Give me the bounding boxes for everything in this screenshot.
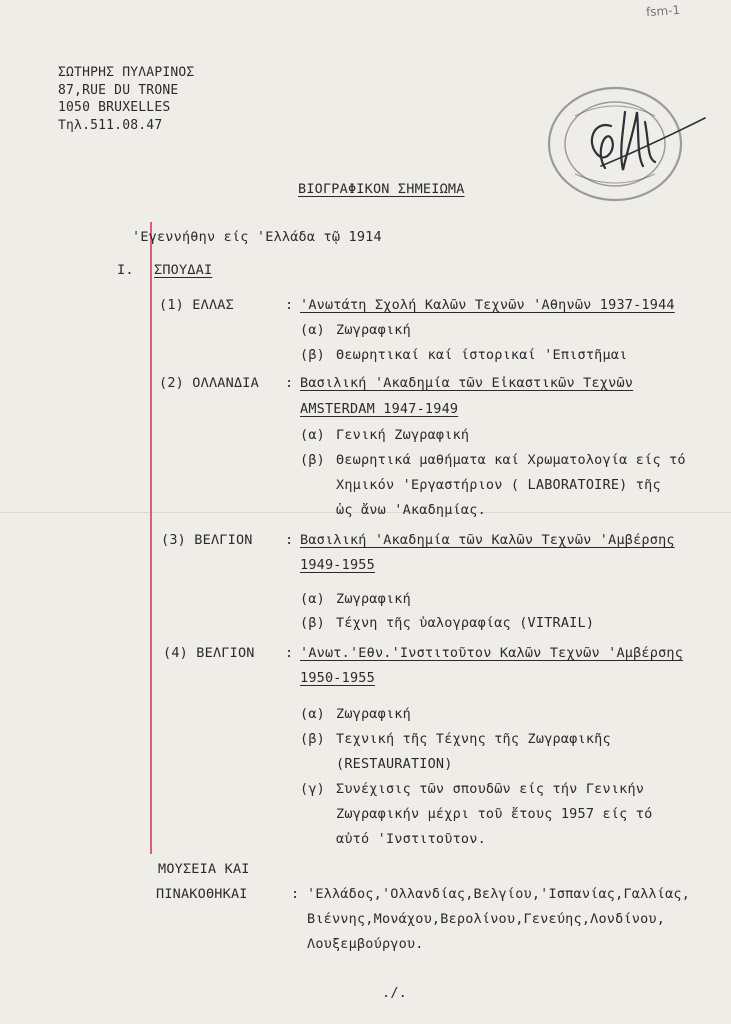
study-1-colon: : (285, 297, 294, 313)
study-2-item-b-line-1: Θεωρητικά μαθήματα καί Χρωματολογία είς τό (336, 452, 686, 468)
section-number: Ι. (117, 262, 134, 278)
official-stamp-icon (545, 82, 715, 202)
study-2-item-b-marker: (β) (300, 452, 325, 468)
sender-phone: Τηλ.511.08.47 (58, 118, 163, 133)
study-4-item-c-marker: (γ) (300, 781, 325, 797)
study-4-colon: : (285, 645, 294, 661)
museums-label-line-2: ΠΙΝΑΚΟΘΗΚΑΙ (156, 886, 248, 902)
study-2-item-a-marker: (α) (300, 427, 325, 443)
corner-handwritten-note: fsm-1 (645, 2, 681, 20)
study-2-institution-line-2: AMSTERDAM 1947-1949 (300, 401, 459, 417)
study-3-item-a-marker: (α) (300, 591, 325, 607)
study-2-institution: Βασιλική 'Ακαδημία τῶν Εἰκαστικῶν Τεχνῶν (300, 375, 634, 391)
study-3-institution: Βασιλική 'Ακαδημία τῶν Καλῶν Τεχνῶν 'Αμβέρσης (300, 532, 675, 548)
study-3-item-b-marker: (β) (300, 615, 325, 631)
museums-line-2: Βιέννης,Μονάχου,Βερολίνου,Γενεύης,Λονδίνου, (307, 911, 666, 927)
museums-line-1: 'Ελλάδος,'Ολλανδίας,Βελγίου,'Ισπανίας,Γαλλίας, (307, 886, 691, 902)
study-2-item-a: Γενική Ζωγραφική (336, 427, 470, 443)
page-continuation-mark: ./. (382, 985, 407, 1001)
study-1-label: (1) ΕΛΛΑΣ (159, 297, 234, 313)
study-3-institution-line-2: 1949-1955 (300, 557, 375, 573)
study-4-label: (4) ΒΕΛΓΙΟΝ (163, 645, 255, 661)
study-4-item-c-line-3: αὐτό 'Ινστιτοῦτον. (336, 831, 486, 847)
study-1-item-b: Θεωρητικαί καί ίστορικαί 'Επιστῆμαι (336, 347, 628, 363)
study-1-institution: 'Ανωτάτη Σχολή Καλῶν Τεχνῶν 'Αθηνῶν 1937-1944 (300, 297, 675, 313)
sender-city: 1050 BRUXELLES (58, 100, 171, 115)
museums-label-line-1: ΜΟΥΣΕΙΑ ΚΑΙ (158, 861, 250, 877)
study-2-colon: : (285, 375, 294, 391)
study-4-institution-line-2: 1950-1955 (300, 670, 375, 686)
study-3-item-a: Ζωγραφική (336, 591, 411, 607)
study-3-item-b: Τέχνη τῆς ὑαλογραφίας (VITRAIL) (336, 615, 595, 631)
study-2-label: (2) ΟΛΛΑΝΔΙΑ (159, 375, 259, 391)
study-4-item-a-marker: (α) (300, 706, 325, 722)
study-3-label: (3) ΒΕΛΓΙΟΝ (161, 532, 253, 548)
section-heading: ΣΠΟΥΔΑΙ (154, 262, 213, 278)
study-2-item-b-line-2: Χημικόν 'Εργαστήριον ( LABORATOIRE) τῆς (336, 477, 661, 493)
study-4-item-c-line-2: Ζωγραφικήν μέχρι τοῦ ἔτους 1957 είς τό (336, 806, 653, 822)
study-4-item-b-line-2: (RESTAURATION) (336, 756, 453, 772)
study-3-colon: : (285, 532, 294, 548)
study-1-item-b-marker: (β) (300, 347, 325, 363)
study-4-item-b-line-1: Τεχνική τῆς Τέχνης τῆς Ζωγραφικῆς (336, 731, 611, 747)
study-4-item-a: Ζωγραφική (336, 706, 411, 722)
sender-name: ΣΩΤΗΡΗΣ ΠΥΛΑΡΙΝΟΣ (58, 65, 195, 80)
study-1-item-a-marker: (α) (300, 322, 325, 338)
red-margin-line (150, 222, 152, 854)
study-4-institution: 'Ανωτ.'Εθν.'Ινστιτοῦτον Καλῶν Τεχνῶν 'Αμβέρσης (300, 645, 684, 661)
study-2-item-b-line-3: ὡς ἄνω 'Ακαδημίας. (336, 502, 486, 518)
museums-colon: : (291, 886, 300, 902)
museums-line-3: Λουξεμβούργου. (307, 936, 424, 952)
study-4-item-b-marker: (β) (300, 731, 325, 747)
birth-line: 'Εγεννήθην είς 'Ελλάδα τῷ 1914 (132, 229, 382, 245)
document-title: ΒΙΟΓΡΑΦΙΚΟΝ ΣΗΜΕΙΩΜΑ (298, 181, 465, 197)
sender-street: 87,RUE DU TRONE (58, 83, 179, 98)
study-1-item-a: Ζωγραφική (336, 322, 411, 338)
study-4-item-c-line-1: Συνέχισις τῶν σπουδῶν είς τήν Γενικήν (336, 781, 645, 797)
